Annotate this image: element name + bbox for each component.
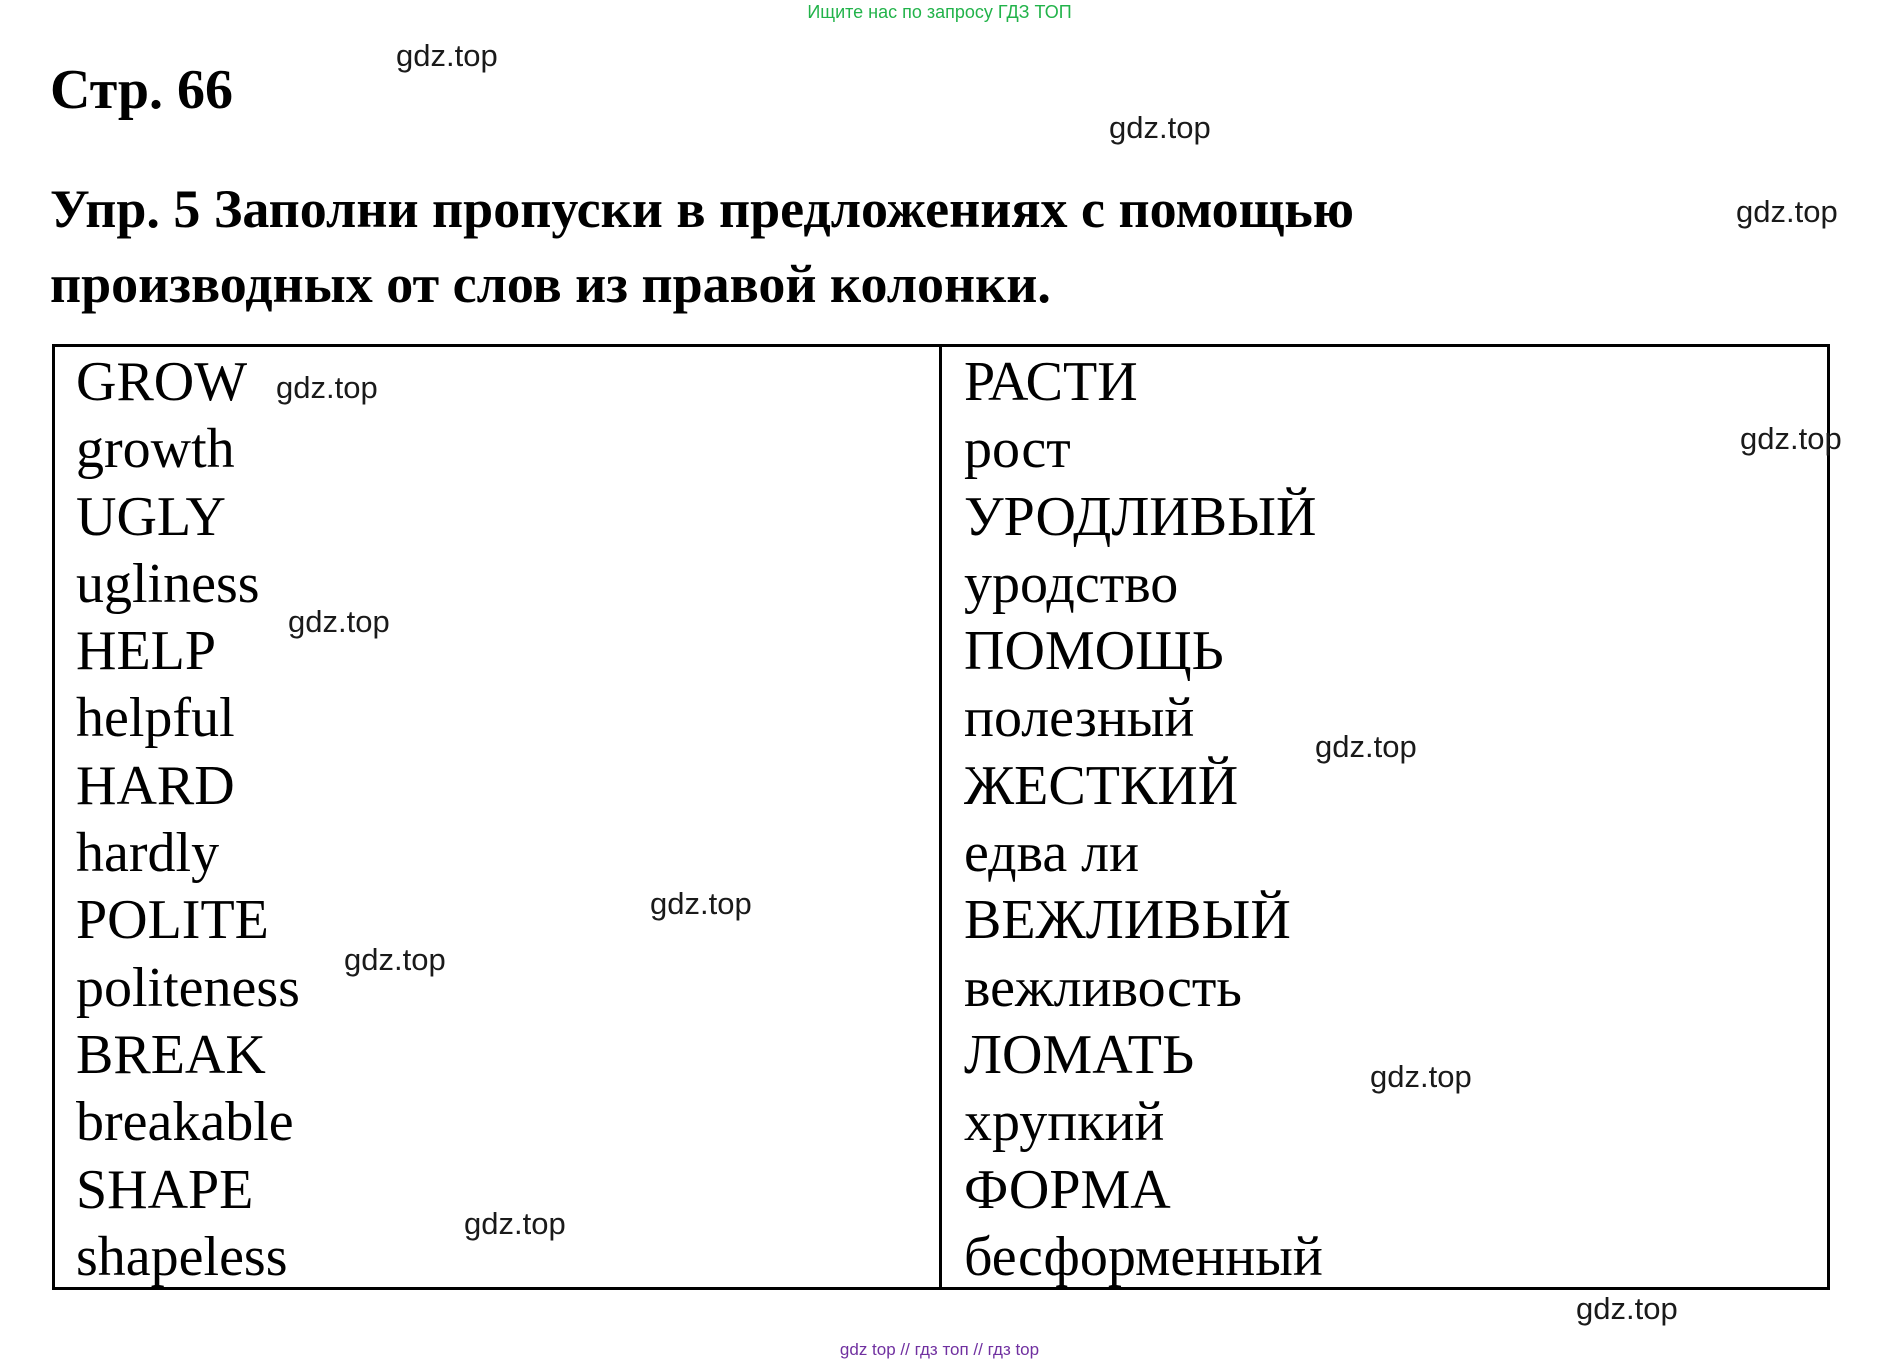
- word-table: [52, 344, 1830, 1290]
- english-word: UGLY: [76, 485, 226, 548]
- watermark: gdz.top: [1740, 421, 1842, 456]
- russian-word: уродство: [964, 552, 1179, 615]
- english-word: HARD: [76, 754, 235, 817]
- english-word: politeness: [76, 956, 300, 1019]
- russian-word: полезный: [964, 687, 1195, 750]
- watermark: gdz.top: [1576, 1291, 1678, 1326]
- russian-word: рост: [964, 418, 1071, 481]
- footer-notice: gdz top // гдз топ // гдз top: [839, 1340, 1040, 1359]
- english-word: ugliness: [76, 552, 260, 615]
- watermark: gdz.top: [396, 38, 498, 73]
- russian-word: ФОРМА: [964, 1158, 1171, 1221]
- english-column: [55, 347, 942, 1287]
- watermark: gdz.top: [1370, 1059, 1472, 1094]
- watermark: gdz.top: [464, 1206, 566, 1241]
- russian-word: ЖЕСТКИЙ: [964, 754, 1239, 817]
- watermark: gdz.top: [1315, 729, 1417, 764]
- russian-word: хрупкий: [964, 1091, 1165, 1154]
- top-notice: Ищите нас по запросу ГДЗ ТОП: [807, 2, 1072, 22]
- russian-word: ПОМОЩЬ: [964, 620, 1224, 683]
- watermark: gdz.top: [1736, 194, 1838, 229]
- english-word: growth: [76, 418, 235, 481]
- english-word: GROW: [76, 351, 248, 413]
- english-word: SHAPE: [76, 1158, 254, 1221]
- watermark: gdz.top: [344, 942, 446, 977]
- english-word: POLITE: [76, 889, 269, 952]
- watermark: gdz.top: [1109, 110, 1211, 145]
- russian-word: ЛОМАТЬ: [964, 1023, 1195, 1086]
- watermark: gdz.top: [650, 886, 752, 921]
- english-word: BREAK: [76, 1023, 266, 1086]
- english-word: hardly: [76, 822, 220, 885]
- russian-column: [942, 347, 1827, 1287]
- page-title: Стр. 66: [50, 59, 234, 121]
- english-word: breakable: [76, 1091, 294, 1154]
- russian-word: едва ли: [964, 822, 1140, 885]
- russian-word: бесформенный: [964, 1225, 1323, 1288]
- russian-word: ВЕЖЛИВЫЙ: [964, 889, 1291, 952]
- watermark: gdz.top: [288, 604, 390, 639]
- russian-word: вежливость: [964, 956, 1242, 1019]
- watermark: gdz.top: [276, 370, 378, 405]
- english-word: helpful: [76, 687, 235, 750]
- english-word: shapeless: [76, 1225, 288, 1288]
- russian-word: УРОДЛИВЫЙ: [964, 485, 1317, 548]
- exercise-title: Упр. 5 Заполни пропуски в предложениях с помощью производных от слов из правой колонки.: [50, 179, 1355, 314]
- english-word: HELP: [76, 620, 216, 683]
- russian-word: РАСТИ: [964, 351, 1138, 413]
